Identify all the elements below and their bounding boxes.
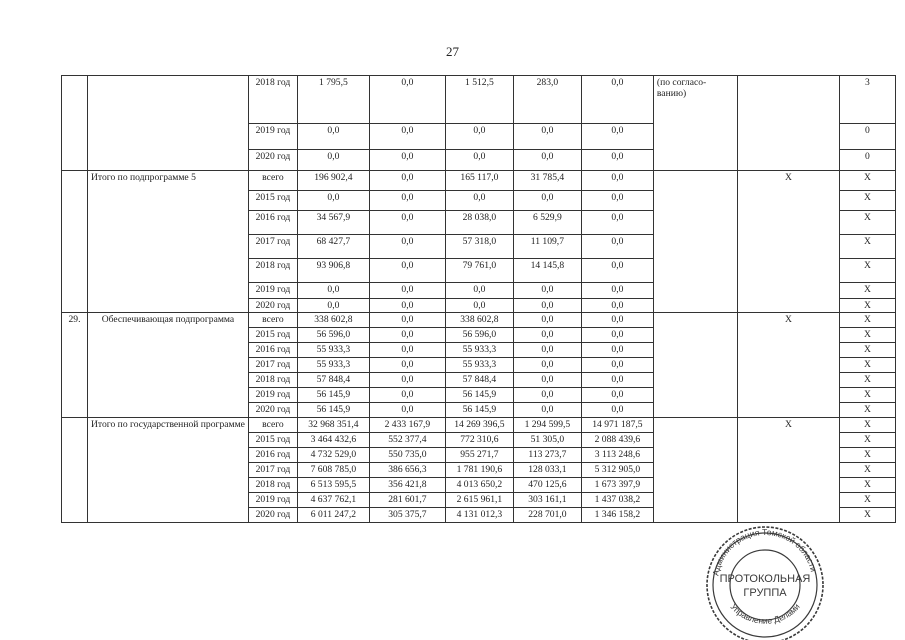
- last-cell: 0: [839, 124, 895, 150]
- value-cell: 55 933,3: [445, 358, 513, 373]
- value-cell: 14 269 396,5: [445, 418, 513, 433]
- last-cell: Х: [839, 283, 895, 299]
- table-row: [62, 76, 896, 124]
- value-cell: 550 735,0: [369, 448, 445, 463]
- year-cell: 2018 год: [248, 259, 297, 283]
- value-cell: 11 109,7: [513, 235, 581, 259]
- value-cell: 31 785,4: [513, 171, 581, 191]
- stamp-outer-text: Администрация Томской области: [710, 526, 819, 577]
- value-cell: 0,0: [513, 313, 581, 328]
- value-cell: 552 377,4: [369, 433, 445, 448]
- value-cell: 14 145,8: [513, 259, 581, 283]
- value-cell: 0,0: [581, 171, 653, 191]
- value-cell: 0,0: [297, 283, 369, 299]
- value-cell: 0,0: [369, 211, 445, 235]
- value-cell: 34 567,9: [297, 211, 369, 235]
- value-cell: 128 033,1: [513, 463, 581, 478]
- value-cell: 0,0: [369, 124, 445, 150]
- value-cell: 57 318,0: [445, 235, 513, 259]
- last-cell: Х: [839, 463, 895, 478]
- value-cell: 0,0: [513, 328, 581, 343]
- value-cell: 196 902,4: [297, 171, 369, 191]
- value-cell: 57 848,4: [297, 373, 369, 388]
- value-cell: 1 512,5: [445, 76, 513, 124]
- name-cell: Итого по подпрограмме 5: [88, 171, 249, 313]
- value-cell: 0,0: [581, 76, 653, 124]
- note-line: ванию): [656, 88, 687, 99]
- value-cell: 0,0: [369, 171, 445, 191]
- note-cell: [653, 418, 737, 523]
- last-cell: Х: [839, 191, 895, 211]
- num-cell: 29.: [62, 313, 88, 418]
- value-cell: 4 013 650,2: [445, 478, 513, 493]
- indicator-cell: [737, 76, 839, 171]
- value-cell: 56 145,9: [297, 388, 369, 403]
- value-cell: 0,0: [581, 343, 653, 358]
- value-cell: 55 933,3: [297, 358, 369, 373]
- value-cell: 0,0: [513, 403, 581, 418]
- name-cell: Итого по государственной программе: [88, 418, 249, 523]
- value-cell: 1 673 397,9: [581, 478, 653, 493]
- value-cell: 56 145,9: [445, 388, 513, 403]
- value-cell: 228 701,0: [513, 508, 581, 523]
- last-cell: 0: [839, 150, 895, 171]
- value-cell: 55 933,3: [445, 343, 513, 358]
- num-cell: [62, 76, 88, 171]
- value-cell: 0,0: [581, 358, 653, 373]
- value-cell: 0,0: [581, 191, 653, 211]
- value-cell: 0,0: [513, 283, 581, 299]
- table-row: [62, 313, 896, 328]
- value-cell: 338 602,8: [445, 313, 513, 328]
- value-cell: 0,0: [581, 235, 653, 259]
- last-cell: Х: [839, 313, 895, 328]
- year-cell: всего: [248, 418, 297, 433]
- year-cell: 2018 год: [248, 478, 297, 493]
- value-cell: 113 273,7: [513, 448, 581, 463]
- last-cell: Х: [839, 403, 895, 418]
- value-cell: 5 312 905,0: [581, 463, 653, 478]
- last-cell: Х: [839, 171, 895, 191]
- page-number: 27: [446, 44, 459, 59]
- value-cell: 14 971 187,5: [581, 418, 653, 433]
- year-cell: 2019 год: [248, 124, 297, 150]
- value-cell: 56 596,0: [445, 328, 513, 343]
- svg-text:Управление Делами: [728, 601, 801, 625]
- year-cell: всего: [248, 171, 297, 191]
- value-cell: 0,0: [581, 259, 653, 283]
- value-cell: 0,0: [581, 150, 653, 171]
- value-cell: 0,0: [581, 211, 653, 235]
- year-cell: всего: [248, 313, 297, 328]
- value-cell: 56 145,9: [445, 403, 513, 418]
- value-cell: 0,0: [369, 150, 445, 171]
- last-cell: Х: [839, 328, 895, 343]
- value-cell: 0,0: [369, 235, 445, 259]
- value-cell: 0,0: [369, 328, 445, 343]
- value-cell: 0,0: [297, 124, 369, 150]
- mark-cell: Х: [737, 171, 839, 313]
- last-cell: Х: [839, 388, 895, 403]
- last-cell: Х: [839, 493, 895, 508]
- value-cell: 0,0: [445, 283, 513, 299]
- year-cell: 2017 год: [248, 463, 297, 478]
- value-cell: 0,0: [581, 403, 653, 418]
- value-cell: 4 732 529,0: [297, 448, 369, 463]
- value-cell: 0,0: [513, 373, 581, 388]
- value-cell: 0,0: [513, 191, 581, 211]
- value-cell: 0,0: [369, 388, 445, 403]
- last-cell: Х: [839, 343, 895, 358]
- value-cell: 57 848,4: [445, 373, 513, 388]
- value-cell: 356 421,8: [369, 478, 445, 493]
- value-cell: 1 795,5: [297, 76, 369, 124]
- value-cell: 79 761,0: [445, 259, 513, 283]
- table-row: [62, 418, 896, 433]
- year-cell: 2016 год: [248, 343, 297, 358]
- year-cell: 2019 год: [248, 283, 297, 299]
- year-cell: 2018 год: [248, 76, 297, 124]
- value-cell: 0,0: [369, 299, 445, 313]
- value-cell: 0,0: [581, 328, 653, 343]
- year-cell: 2015 год: [248, 433, 297, 448]
- value-cell: 7 608 785,0: [297, 463, 369, 478]
- note-cell: [653, 313, 737, 418]
- year-cell: 2016 год: [248, 448, 297, 463]
- num-cell: [62, 418, 88, 523]
- year-cell: 2020 год: [248, 403, 297, 418]
- value-cell: 0,0: [369, 373, 445, 388]
- year-cell: 2017 год: [248, 358, 297, 373]
- note-line: (по согласо-: [656, 77, 707, 88]
- value-cell: 305 375,7: [369, 508, 445, 523]
- value-cell: 386 656,3: [369, 463, 445, 478]
- last-cell: 3: [839, 76, 895, 124]
- value-cell: 338 602,8: [297, 313, 369, 328]
- value-cell: 0,0: [369, 358, 445, 373]
- value-cell: 0,0: [581, 299, 653, 313]
- value-cell: 0,0: [581, 283, 653, 299]
- last-cell: Х: [839, 508, 895, 523]
- value-cell: 955 271,7: [445, 448, 513, 463]
- value-cell: 68 427,7: [297, 235, 369, 259]
- value-cell: 56 596,0: [297, 328, 369, 343]
- value-cell: 0,0: [369, 343, 445, 358]
- value-cell: 2 433 167,9: [369, 418, 445, 433]
- last-cell: Х: [839, 418, 895, 433]
- value-cell: 303 161,1: [513, 493, 581, 508]
- year-cell: 2018 год: [248, 373, 297, 388]
- value-cell: 0,0: [445, 150, 513, 171]
- value-cell: 0,0: [297, 191, 369, 211]
- year-cell: 2015 год: [248, 328, 297, 343]
- last-cell: Х: [839, 358, 895, 373]
- value-cell: 0,0: [581, 313, 653, 328]
- budget-table: [61, 75, 896, 523]
- year-cell: 2016 год: [248, 211, 297, 235]
- value-cell: 0,0: [513, 124, 581, 150]
- value-cell: 2 615 961,1: [445, 493, 513, 508]
- value-cell: 0,0: [369, 76, 445, 124]
- value-cell: 93 906,8: [297, 259, 369, 283]
- year-cell: 2019 год: [248, 493, 297, 508]
- value-cell: 0,0: [581, 124, 653, 150]
- value-cell: 6 011 247,2: [297, 508, 369, 523]
- mark-cell: Х: [737, 418, 839, 523]
- note-cell: [653, 171, 737, 313]
- stamp-line1: ПРОТОКОЛЬНАЯ: [719, 573, 811, 585]
- value-cell: 4 131 012,3: [445, 508, 513, 523]
- value-cell: 6 529,9: [513, 211, 581, 235]
- value-cell: 1 346 158,2: [581, 508, 653, 523]
- value-cell: 0,0: [445, 299, 513, 313]
- value-cell: 283,0: [513, 76, 581, 124]
- last-cell: Х: [839, 299, 895, 313]
- value-cell: 0,0: [369, 259, 445, 283]
- last-cell: Х: [839, 478, 895, 493]
- value-cell: 3 464 432,6: [297, 433, 369, 448]
- value-cell: 51 305,0: [513, 433, 581, 448]
- value-cell: 6 513 595,5: [297, 478, 369, 493]
- year-cell: 2019 год: [248, 388, 297, 403]
- note-cell: [653, 76, 737, 171]
- value-cell: 0,0: [513, 358, 581, 373]
- year-cell: 2015 год: [248, 191, 297, 211]
- last-cell: Х: [839, 259, 895, 283]
- table-row: [62, 171, 896, 191]
- name-cell: Обеспечивающая подпрограмма: [88, 313, 249, 418]
- svg-text:Администрация Томской области: [710, 527, 818, 576]
- last-cell: Х: [839, 373, 895, 388]
- value-cell: 165 117,0: [445, 171, 513, 191]
- value-cell: 0,0: [513, 299, 581, 313]
- stamp-bottom-text: Управление Делами: [728, 601, 802, 626]
- num-cell: [62, 171, 88, 313]
- value-cell: 0,0: [513, 388, 581, 403]
- value-cell: 0,0: [581, 388, 653, 403]
- last-cell: Х: [839, 235, 895, 259]
- value-cell: 32 968 351,4: [297, 418, 369, 433]
- value-cell: 56 145,9: [297, 403, 369, 418]
- value-cell: 772 310,6: [445, 433, 513, 448]
- value-cell: 0,0: [369, 403, 445, 418]
- year-cell: 2020 год: [248, 299, 297, 313]
- stamp-line2: ГРУППА: [743, 587, 787, 599]
- value-cell: 0,0: [297, 299, 369, 313]
- value-cell: 0,0: [581, 373, 653, 388]
- value-cell: 0,0: [369, 191, 445, 211]
- year-cell: 2017 год: [248, 235, 297, 259]
- value-cell: 28 038,0: [445, 211, 513, 235]
- value-cell: 0,0: [513, 150, 581, 171]
- protocol-group-stamp: [700, 520, 830, 640]
- value-cell: 470 125,6: [513, 478, 581, 493]
- value-cell: 0,0: [369, 313, 445, 328]
- value-cell: 1 294 599,5: [513, 418, 581, 433]
- year-cell: 2020 год: [248, 150, 297, 171]
- value-cell: 4 637 762,1: [297, 493, 369, 508]
- last-cell: Х: [839, 433, 895, 448]
- last-cell: Х: [839, 211, 895, 235]
- value-cell: 0,0: [513, 343, 581, 358]
- value-cell: 3 113 248,6: [581, 448, 653, 463]
- value-cell: 0,0: [445, 191, 513, 211]
- value-cell: 2 088 439,6: [581, 433, 653, 448]
- value-cell: 0,0: [369, 283, 445, 299]
- last-cell: Х: [839, 448, 895, 463]
- year-cell: 2020 год: [248, 508, 297, 523]
- value-cell: 281 601,7: [369, 493, 445, 508]
- mark-cell: Х: [737, 313, 839, 418]
- value-cell: 55 933,3: [297, 343, 369, 358]
- value-cell: 1 437 038,2: [581, 493, 653, 508]
- table-body: [62, 76, 896, 523]
- value-cell: 0,0: [445, 124, 513, 150]
- value-cell: 0,0: [297, 150, 369, 171]
- name-cell: [88, 76, 249, 171]
- value-cell: 1 781 190,6: [445, 463, 513, 478]
